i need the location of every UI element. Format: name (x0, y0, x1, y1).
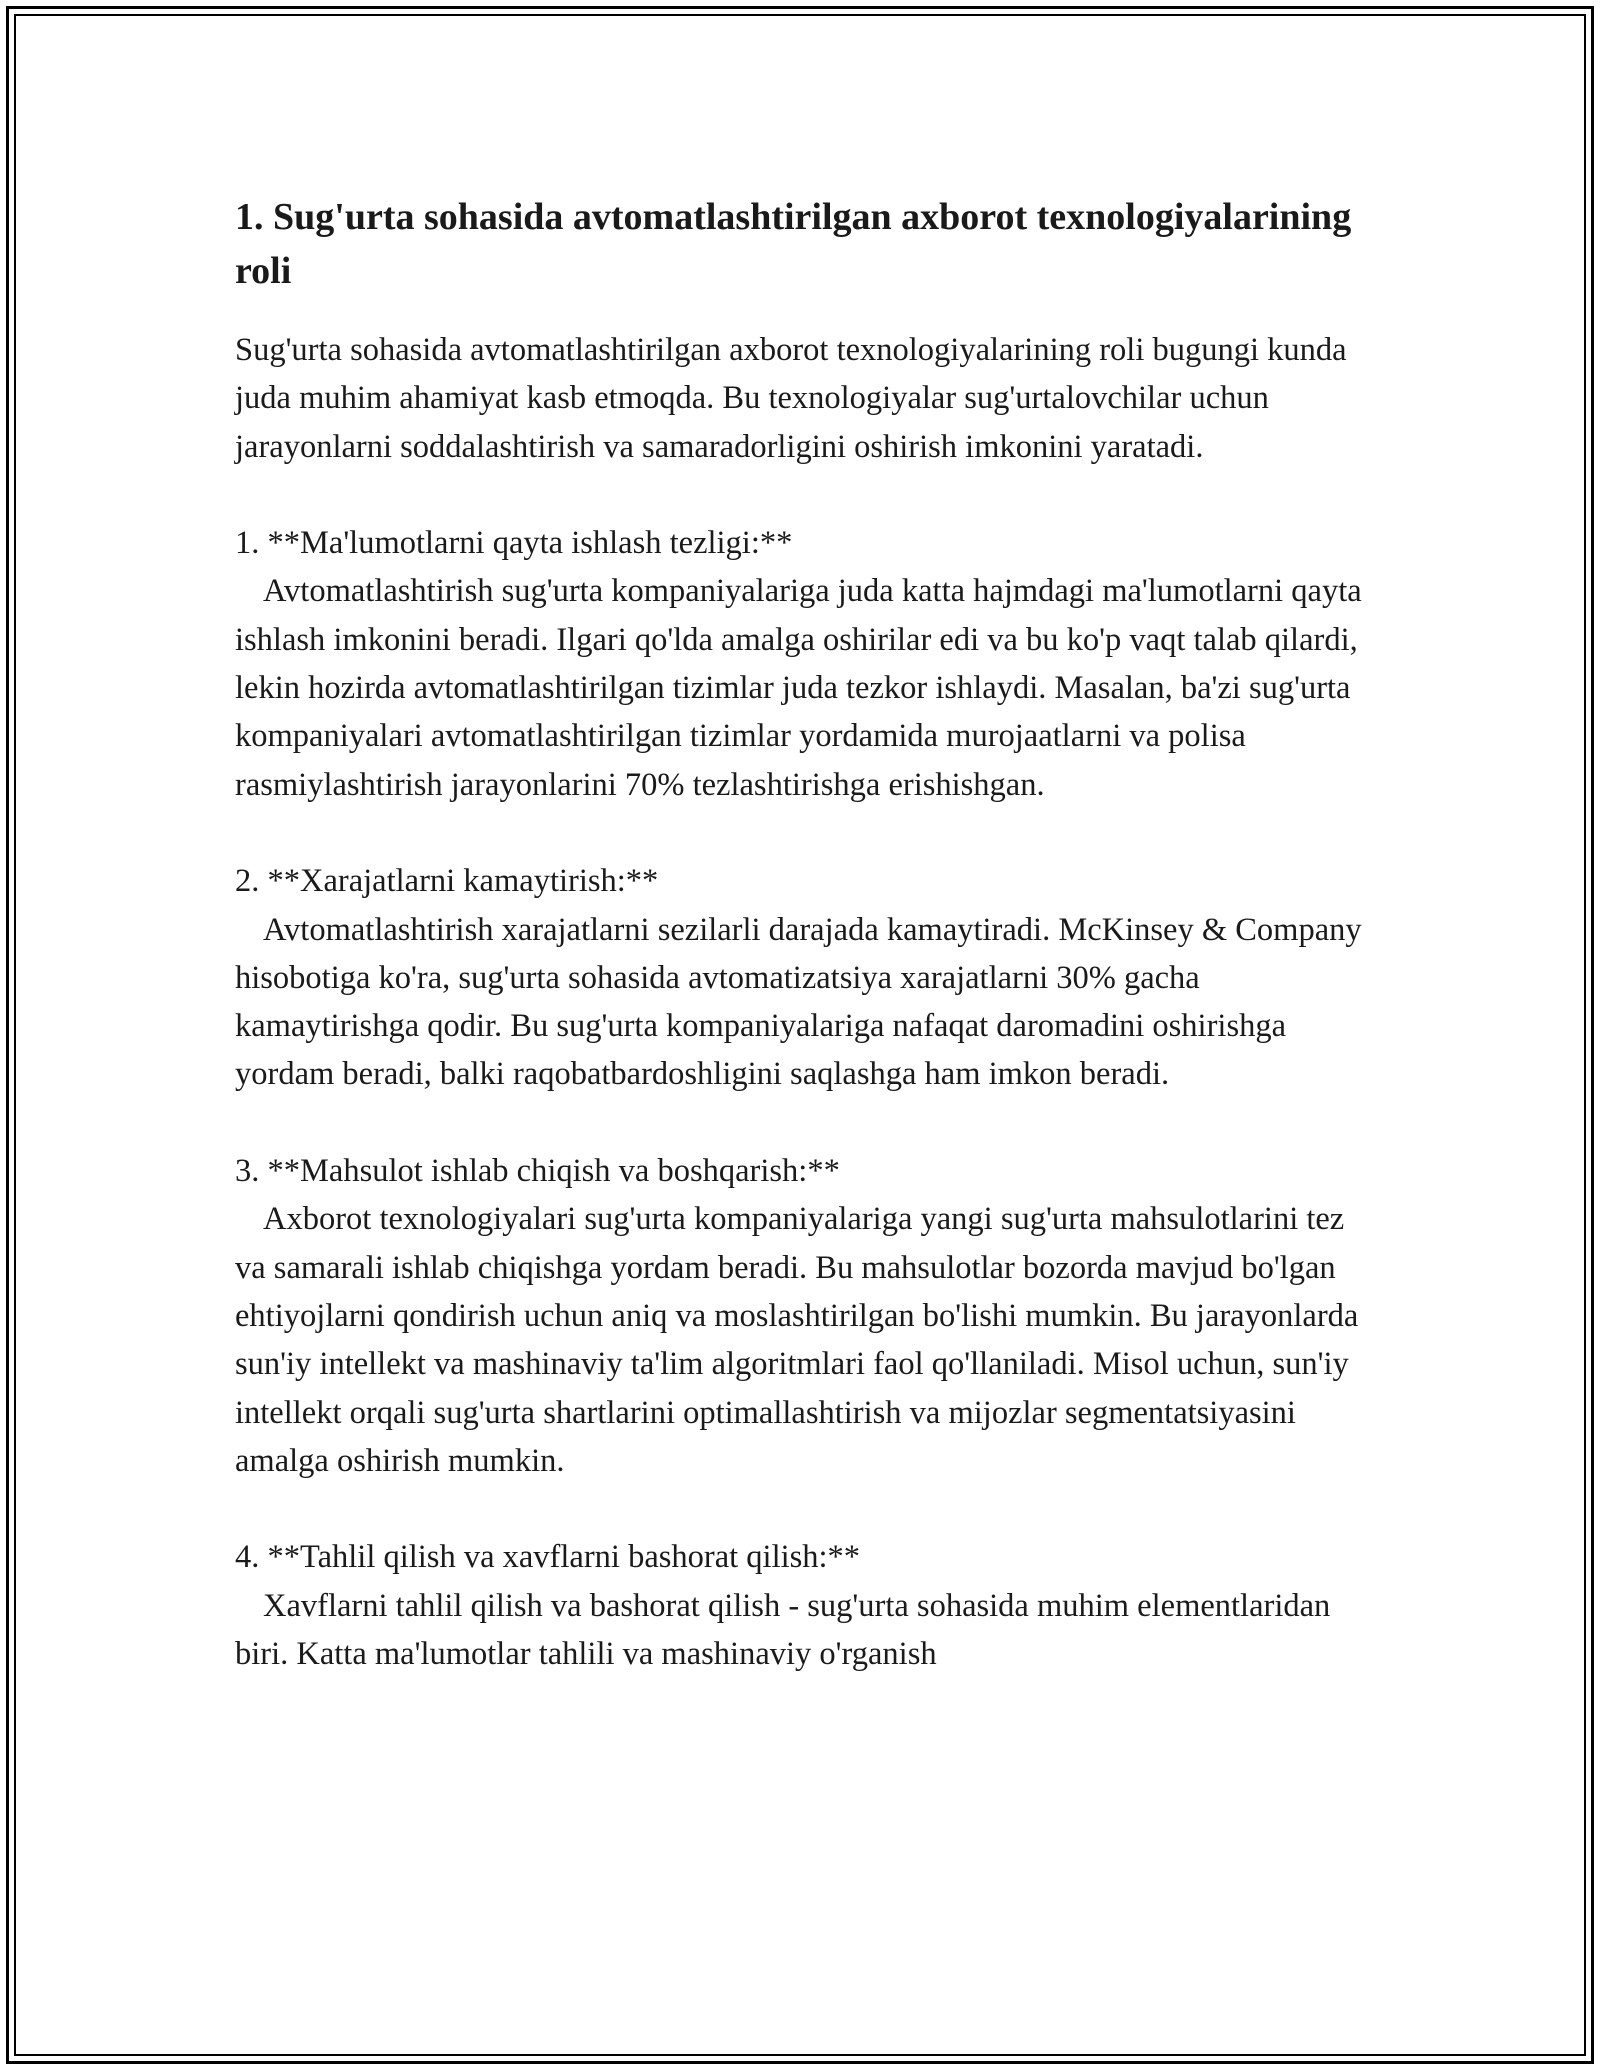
list-item-body (235, 906, 1365, 1099)
list-item-heading: 4. **Tahlil qilish va xavflarni bashorat qilish:** (235, 1539, 861, 1576)
list-item-heading: 3. **Mahsulot ishlab chiqish va boshqarish:** (235, 1153, 840, 1190)
list-item (235, 1533, 1365, 1678)
list-item-body-text: Xavflarni tahlil qilish va bashorat qilish - sug'urta sohasida muhim elementlaridan biri. Katta ma'lumotlar tahlili va mashinaviy o'rganish (235, 1587, 1331, 1673)
paragraph-gap (235, 1099, 1365, 1147)
list-item (235, 1147, 1365, 1485)
list-item-body-text: Axborot texnologiyalari sug'urta kompaniyalariga yangi sug'urta mahsulotlarini tez va samarali ishlab chiqishga yordam beradi. Bu mahsulotlar bozorda mavjud bo'lgan ehtiyojlarni qondirish uchun aniq va moslashtirilgan bo'lishi mumkin. Bu jarayonlarda sun'iy intellekt va mashinaviy ta'lim algoritmlari faol qo'llaniladi. Misol uchun, sun'iy intellekt orqali sug'urta shartlarini optimallashtirish va mijozlar segmentatsiyasini amalga oshirish mumkin. (235, 1201, 1359, 1479)
list-item-body-text: Avtomatlashtirish xarajatlarni sezilarli darajada kamaytiradi. McKinsey & Company hisobotiga ko'ra, sug'urta sohasida avtomatizatsiya xarajatlarni 30% gacha kamaytirishga qodir. Bu sug'urta kompaniyalariga nafaqat daromadini oshirishga yordam beradi, balki raqobatbardoshligini saqlashga ham imkon beradi. (235, 911, 1362, 1093)
list-item (235, 857, 1365, 1098)
list-item-body (235, 567, 1365, 808)
paragraph-gap (235, 1485, 1365, 1533)
list-item-body-text: Avtomatlashtirish sug'urta kompaniyalariga juda katta hajmdagi ma'lumotlarni qayta ishlash imkonini beradi. Ilgari qo'lda amalga oshirilar edi va bu ko'p vaqt talab qilardi, lekin hozirda avtomatlashtirilgan tizimlar juda tezkor ishlaydi. Masalan, ba'zi sug'urta kompaniyalari avtomatlashtirilgan tizimlar yordamida murojaatlarni va polisa rasmiylashtirish jarayonlarini 70% tezlashtirishga erishishgan. (235, 573, 1362, 803)
list-item-body (235, 1582, 1365, 1679)
list-item-heading: 1. **Ma'lumotlarni qayta ishlash tezligi:** (235, 525, 793, 562)
list-item-heading: 2. **Xarajatlarni kamaytirish:** (235, 863, 659, 900)
list-item (235, 519, 1365, 809)
document-body (235, 190, 1365, 1678)
intro-paragraph: Sug'urta sohasida avtomatlashtirilgan axborot texnologiyalarining roli bugungi kunda juda muhim ahamiyat kasb etmoqda. Bu texnologiyalar sug'urtalovchilar uchun jarayonlarni soddalashtirish va samaradorligini oshirish imkonini yaratadi. (235, 332, 1347, 465)
list-item-body (235, 1195, 1365, 1485)
paragraph-gap (235, 471, 1365, 519)
section-title: 1. Sug'urta sohasida avtomatlashtirilgan axborot texnologiyalarining roli (235, 196, 1352, 292)
paragraph-gap (235, 809, 1365, 857)
